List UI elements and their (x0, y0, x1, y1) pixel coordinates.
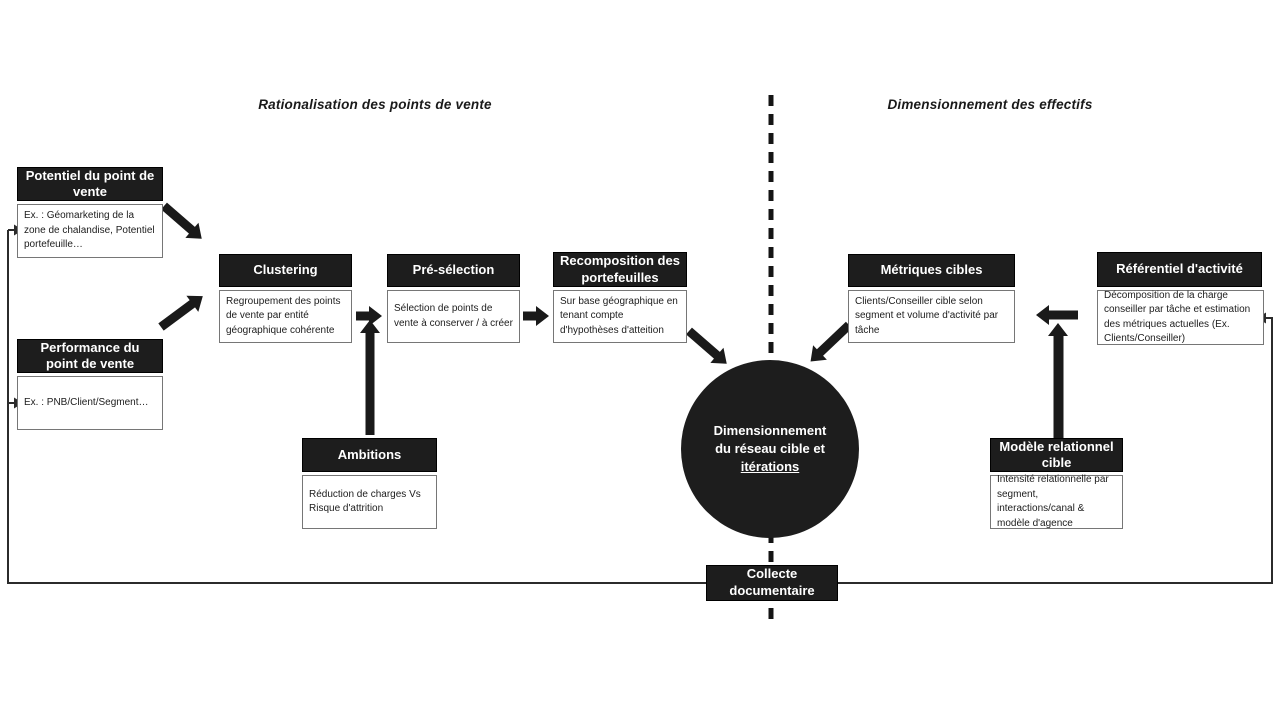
box-collecte-documentaire: Collecte documentaire (706, 565, 838, 601)
arrow-preselection-to-recomposition (523, 306, 549, 326)
box-ambitions-header: Ambitions (302, 438, 437, 472)
box-ambitions-detail: Réduction de charges Vs Risque d'attrition (302, 475, 437, 529)
arrow-performance-to-clustering (155, 288, 209, 335)
arrow-modele-up (1048, 323, 1068, 438)
arrow-ambitions-up (360, 320, 380, 435)
box-metriques-header: Métriques cibles (848, 254, 1015, 287)
box-recomposition-detail: Sur base géographique en tenant compte d'hypothèses d'atteition (553, 290, 687, 343)
box-recomposition-header: Recomposition des portefeuilles (553, 252, 687, 287)
box-metriques-detail: Clients/Conseiller cible selon segment et volume d'activité par tâche (848, 290, 1015, 343)
box-preselection-detail: Sélection de points de vente à conserver / à créer (387, 290, 520, 343)
box-modele-header: Modèle relationnel cible (990, 438, 1123, 472)
box-potentiel-header: Potentiel du point de vente (17, 167, 163, 201)
arrow-referentiel-to-metriques (1036, 305, 1078, 325)
box-performance-header: Performance du point de vente (17, 339, 163, 373)
box-referentiel-detail: Décomposition de la charge conseiller par tâche et estimation des métriques actuelles (Ex. Clients/Conseiller) (1097, 290, 1264, 345)
arrow-recomposition-to-circle (682, 323, 733, 371)
box-potentiel-detail: Ex. : Géomarketing de la zone de chalandise, Potentiel portefeuille… (17, 204, 163, 258)
circle-text: Dimensionnement du réseau cible et (713, 422, 827, 456)
circle-emphasis-text: itérations (740, 459, 800, 475)
circle-dimensionnement (681, 360, 859, 538)
section-title-rationalisation: Rationalisation des points de vente (258, 97, 492, 112)
box-referentiel-header: Référentiel d'activité (1097, 252, 1262, 287)
box-clustering-detail: Regroupement des points de vente par entité géographique cohérente (219, 290, 352, 343)
box-performance-detail: Ex. : PNB/Client/Segment… (17, 376, 163, 430)
box-modele-detail: Intensité relationnelle par segment, interactions/canal & modèle d'agence (990, 475, 1123, 529)
arrow-potentiel-to-clustering (157, 198, 208, 246)
box-preselection-header: Pré-sélection (387, 254, 520, 287)
box-clustering-header: Clustering (219, 254, 352, 287)
section-title-dimensionnement: Dimensionnement des effectifs (887, 97, 1093, 112)
